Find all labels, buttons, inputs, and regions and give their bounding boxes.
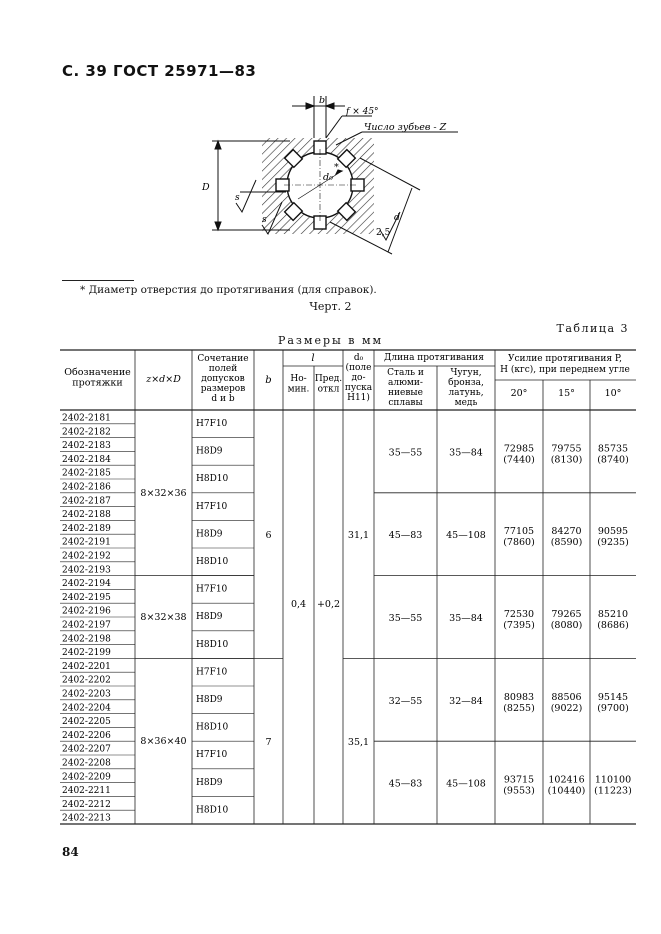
header-angle-10: 10° — [604, 388, 622, 399]
header-tolerance: допусков — [201, 374, 245, 384]
force-10-kgf-cell: (11223) — [594, 785, 632, 797]
designation-cell: 2402-2207 — [62, 744, 111, 755]
header-d0: H11) — [347, 393, 370, 403]
header-iron: бронза, — [448, 378, 484, 388]
iron-length-cell: 32—84 — [449, 695, 483, 707]
designation-cell: 2402-2182 — [62, 427, 111, 438]
header-iron: медь — [454, 398, 478, 408]
iron-length-cell: 35—84 — [449, 447, 483, 459]
designation-cell: 2402-2184 — [62, 454, 111, 465]
force-20-cell: 77105 — [503, 526, 535, 538]
tolerance-cell: H8D10 — [196, 474, 229, 485]
force-10-kgf-cell: (8740) — [597, 454, 629, 466]
designation-cell: 2402-2202 — [62, 675, 111, 686]
designation-cell: 2402-2212 — [62, 799, 111, 810]
designation-cell: 2402-2191 — [62, 537, 111, 548]
header-l: l — [311, 353, 315, 364]
header-l-nom: мин. — [287, 384, 310, 395]
header-force-group: Н (кгс), при переднем угле — [500, 365, 630, 375]
b-cell: 6 — [265, 530, 272, 542]
iron-length-cell: 45—108 — [446, 530, 486, 542]
label-b: b — [319, 95, 326, 106]
tolerance-cell: H8D9 — [196, 446, 223, 457]
force-10-cell: 90595 — [597, 526, 629, 538]
header-tolerance: Сочетание — [197, 354, 249, 364]
l-dev-cell: +0,2 — [316, 599, 341, 611]
designation-cell: 2402-2188 — [62, 510, 111, 521]
header-zdD: z×d×D — [146, 374, 181, 385]
force-10-kgf-cell: (9700) — [597, 702, 629, 714]
force-15-kgf-cell: (8080) — [550, 620, 583, 631]
header-designation: Обозначение — [64, 367, 131, 378]
designation-cell: 2402-2205 — [62, 717, 111, 728]
force-15-kgf-cell: (8590) — [550, 537, 583, 549]
label-s2: s — [262, 215, 267, 225]
header-tolerance: d и b — [211, 394, 235, 404]
label-s1: s — [235, 193, 240, 203]
header-steel: алюми- — [388, 378, 423, 388]
size-cell: 8×36×40 — [140, 736, 187, 748]
designation-cell: 2402-2209 — [62, 772, 111, 783]
designation-cell: 2402-2193 — [62, 565, 111, 576]
designation-cell: 2402-2187 — [62, 496, 111, 507]
b-cell: 7 — [265, 737, 272, 749]
tolerance-cell: H7F10 — [196, 419, 228, 429]
force-10-kgf-cell: (8686) — [597, 620, 629, 631]
header-length-group: Длина протягивания — [384, 353, 484, 363]
header-steel: Сталь и — [387, 368, 424, 378]
header-l-dev: откл — [317, 384, 340, 395]
force-20-cell: 80983 — [503, 691, 535, 703]
d0-cell: 35,1 — [347, 737, 370, 749]
force-10-cell: 110100 — [594, 774, 632, 786]
table-caption: Таблица 3 — [556, 322, 629, 335]
steel-length-cell: 35—55 — [388, 613, 423, 624]
force-20-cell: 72985 — [503, 443, 535, 455]
label-teeth: Число зубьев - Z — [364, 122, 447, 133]
header-iron: Чугун, — [450, 368, 482, 378]
force-20-kgf-cell: (9553) — [503, 785, 535, 797]
force-20-kgf-cell: (7440) — [503, 454, 535, 466]
page-number: 84 — [62, 845, 79, 859]
force-10-cell: 95145 — [597, 691, 629, 703]
tolerance-cell: H8D10 — [196, 639, 229, 650]
force-10-cell: 85735 — [597, 443, 629, 455]
steel-length-cell: 45—83 — [388, 530, 423, 542]
force-20-cell: 93715 — [503, 774, 535, 786]
tolerance-cell: H8D10 — [196, 722, 229, 733]
header-b: b — [265, 375, 272, 386]
header-angle-15: 15° — [558, 388, 575, 399]
units-caption: Размеры в мм — [277, 334, 384, 347]
label-roughness: 2,5 — [376, 228, 391, 238]
designation-cell: 2402-2206 — [62, 730, 111, 741]
tolerance-cell: H8D9 — [196, 612, 223, 623]
designation-cell: 2402-2204 — [62, 703, 111, 714]
designation-cell: 2402-2197 — [62, 620, 111, 631]
designation-cell: 2402-2192 — [62, 551, 111, 562]
header-d0: (поле — [345, 363, 372, 373]
header-angle-20: 20° — [510, 388, 528, 399]
footnote: * Диаметр отверстия до протягивания (для справок). — [80, 284, 377, 296]
label-D: D — [202, 182, 210, 193]
tolerance-cell: H8D9 — [196, 777, 223, 788]
header-force-group: Усилие протягивания P, — [507, 354, 623, 364]
force-15-kgf-cell: (8130) — [550, 454, 583, 466]
force-15-cell: 84270 — [551, 526, 582, 538]
designation-cell: 2402-2198 — [62, 634, 111, 645]
designation-cell: 2402-2199 — [62, 648, 111, 659]
tolerance-cell: H7F10 — [196, 501, 228, 512]
header-steel: сплавы — [388, 398, 423, 408]
header-d0: до- — [351, 373, 366, 383]
designation-cell: 2402-2196 — [62, 606, 111, 617]
tolerance-cell: H7F10 — [196, 584, 228, 595]
designation-cell: 2402-2186 — [62, 482, 111, 493]
designation-cell: 2402-2185 — [62, 468, 111, 479]
tolerance-cell: H7F10 — [196, 667, 228, 678]
label-d0: d₀ — [323, 172, 333, 183]
tolerance-cell: H8D10 — [196, 805, 229, 816]
steel-length-cell: 35—55 — [388, 447, 423, 459]
size-cell: 8×32×38 — [140, 612, 187, 623]
page-header: С. 39 ГОСТ 25971—83 — [62, 62, 257, 80]
header-l-dev: Пред. — [314, 374, 343, 384]
designation-cell: 2402-2195 — [62, 592, 111, 603]
force-20-kgf-cell: (7395) — [503, 620, 535, 631]
designation-cell: 2402-2189 — [62, 523, 111, 534]
header-l-nom: Но- — [290, 374, 307, 384]
header-d0: d₀ — [353, 353, 364, 363]
l-nom-cell: 0,4 — [290, 599, 307, 611]
designation-cell: 2402-2211 — [62, 786, 111, 797]
designation-cell: 2402-2183 — [62, 441, 111, 452]
iron-length-cell: 45—108 — [446, 778, 486, 790]
iron-length-cell: 35—84 — [449, 613, 483, 624]
header-tolerance: полей — [208, 364, 238, 374]
header-tolerance: размеров — [200, 384, 246, 394]
designation-cell: 2402-2201 — [62, 661, 111, 672]
tolerance-cell: H8D10 — [196, 557, 229, 567]
force-15-kgf-cell: (9022) — [550, 702, 583, 714]
force-15-kgf-cell: (10440) — [547, 785, 586, 797]
label-d: d — [394, 212, 401, 223]
d0-cell: 31,1 — [347, 530, 370, 542]
tolerance-cell: H7F10 — [196, 750, 228, 761]
label-chamfer: f × 45° — [346, 107, 379, 117]
designation-cell: 2402-2208 — [62, 758, 111, 769]
label-star: * — [334, 162, 339, 173]
figure-caption: Черт. 2 — [309, 300, 352, 313]
force-20-kgf-cell: (7860) — [503, 537, 535, 549]
force-20-cell: 72530 — [503, 609, 535, 620]
designation-cell: 2402-2203 — [62, 689, 111, 700]
header-d0: пуска — [344, 383, 373, 393]
steel-length-cell: 32—55 — [388, 695, 423, 707]
header-designation: протяжки — [72, 377, 123, 389]
header-steel: ниевые — [388, 388, 423, 398]
designation-cell: 2402-2213 — [62, 813, 111, 824]
steel-length-cell: 45—83 — [388, 778, 423, 790]
force-10-kgf-cell: (9235) — [597, 537, 629, 549]
force-20-kgf-cell: (8255) — [503, 702, 535, 714]
size-cell: 8×32×36 — [140, 487, 187, 499]
header-iron: латунь, — [448, 388, 484, 398]
force-15-cell: 79755 — [551, 443, 582, 455]
designation-cell: 2402-2181 — [62, 413, 111, 424]
tolerance-cell: H8D9 — [196, 695, 223, 705]
force-15-cell: 79265 — [551, 609, 582, 620]
force-10-cell: 85210 — [597, 609, 629, 620]
force-15-cell: 102416 — [548, 774, 585, 786]
tolerance-cell: H8D9 — [196, 529, 223, 540]
designation-cell: 2402-2194 — [62, 579, 111, 590]
force-15-cell: 88506 — [551, 691, 582, 703]
